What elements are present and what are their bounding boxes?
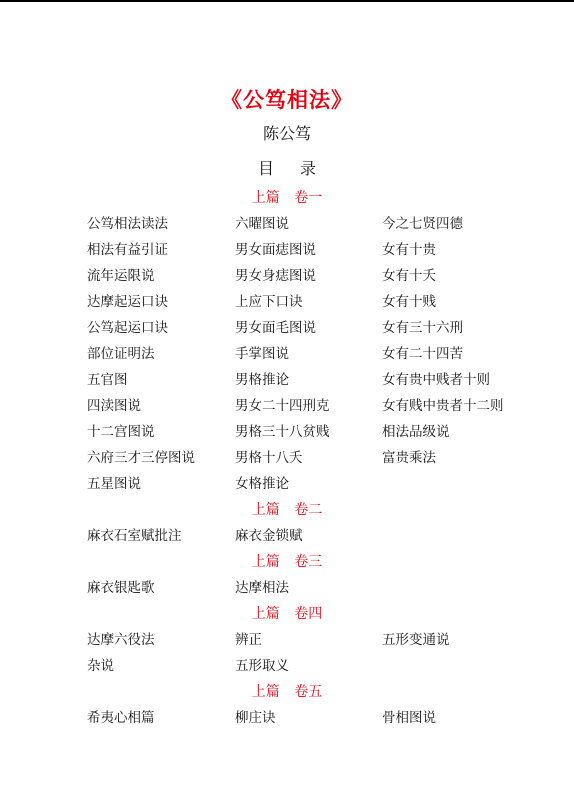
toc-entry: 女有二十四苦 <box>382 346 463 362</box>
toc-row <box>0 237 574 263</box>
toc-entry: 相法有益引证 <box>87 242 168 258</box>
book-title: 《公笃相法》 <box>221 88 353 112</box>
toc-entry: 男女二十四刑克 <box>235 398 330 414</box>
toc-entry: 麻衣石室赋批注 <box>87 528 182 544</box>
toc-entry: 达摩六役法 <box>87 632 155 648</box>
toc-entry: 相法品级说 <box>382 424 450 440</box>
toc-entry: 达摩相法 <box>235 580 289 596</box>
toc-entry: 希夷心相篇 <box>87 710 155 726</box>
section-header: 上篇 卷五 <box>251 684 323 700</box>
toc-row <box>0 263 574 289</box>
toc-entry: 今之七贤四德 <box>382 216 463 232</box>
toc-row <box>0 471 574 497</box>
toc-entry: 部位证明法 <box>87 346 155 362</box>
toc-row <box>0 419 574 445</box>
toc-entry: 男格十八夭 <box>235 450 303 466</box>
toc-row <box>0 393 574 419</box>
toc-entry: 富贵乘法 <box>382 450 436 466</box>
toc-entry: 公笃起运口诀 <box>87 320 168 336</box>
toc-entry: 六府三才三停图说 <box>87 450 195 466</box>
toc-row <box>0 341 574 367</box>
section-header: 上篇 卷四 <box>251 606 323 622</box>
toc-row <box>0 445 574 471</box>
toc-entry: 男格三十八贫贱 <box>235 424 330 440</box>
toc-row <box>0 575 574 601</box>
toc-entry: 五星图说 <box>87 476 141 492</box>
toc-entry: 麻衣金锁赋 <box>235 528 303 544</box>
section-header: 上篇 卷二 <box>251 502 323 518</box>
toc-entry: 手掌图说 <box>235 346 289 362</box>
toc-row <box>0 367 574 393</box>
toc-entry: 六曜图说 <box>235 216 289 232</box>
toc-entry: 男女面毛图说 <box>235 320 316 336</box>
toc-entry: 流年运限说 <box>87 268 155 284</box>
toc-entry: 男女面痣图说 <box>235 242 316 258</box>
toc-entry: 五形取义 <box>235 658 289 674</box>
author-name: 陈公笃 <box>262 124 311 143</box>
toc-row <box>0 653 574 679</box>
toc-entry: 柳庄诀 <box>235 710 276 726</box>
toc-entry: 女有十贵 <box>382 242 436 258</box>
toc-row <box>0 705 574 731</box>
toc-entry: 达摩起运口诀 <box>87 294 168 310</box>
toc-row <box>0 315 574 341</box>
toc-row <box>0 627 574 653</box>
top-border-line <box>0 0 574 2</box>
toc-entry: 公笃相法读法 <box>87 216 168 232</box>
toc-entry: 五形变通说 <box>382 632 450 648</box>
toc-entry: 女有贱中贵者十二则 <box>382 398 504 414</box>
toc-row <box>0 289 574 315</box>
toc-entry: 女有十贱 <box>382 294 436 310</box>
toc-entry: 上应下口诀 <box>235 294 303 310</box>
toc-entry: 男格推论 <box>235 372 289 388</box>
toc-entry: 女有十夭 <box>382 268 436 284</box>
toc-entry: 辨正 <box>235 632 262 648</box>
toc-entry: 男女身痣图说 <box>235 268 316 284</box>
toc-entry: 杂说 <box>87 658 114 674</box>
table-of-contents <box>0 185 574 731</box>
toc-entry: 女有贵中贱者十则 <box>382 372 490 388</box>
section-header: 上篇 卷三 <box>251 554 323 570</box>
toc-entry: 四渎图说 <box>87 398 141 414</box>
toc-entry: 五官图 <box>87 372 128 388</box>
toc-entry: 女有三十六刑 <box>382 320 463 336</box>
toc-entry: 十二宫图说 <box>87 424 155 440</box>
toc-row <box>0 523 574 549</box>
toc-entry: 女格推论 <box>235 476 289 492</box>
toc-row <box>0 211 574 237</box>
section-header: 上篇 卷一 <box>251 190 323 206</box>
toc-heading: 目录 <box>257 159 342 178</box>
toc-entry: 麻衣银匙歌 <box>87 580 155 596</box>
toc-entry: 骨相图说 <box>382 710 436 726</box>
